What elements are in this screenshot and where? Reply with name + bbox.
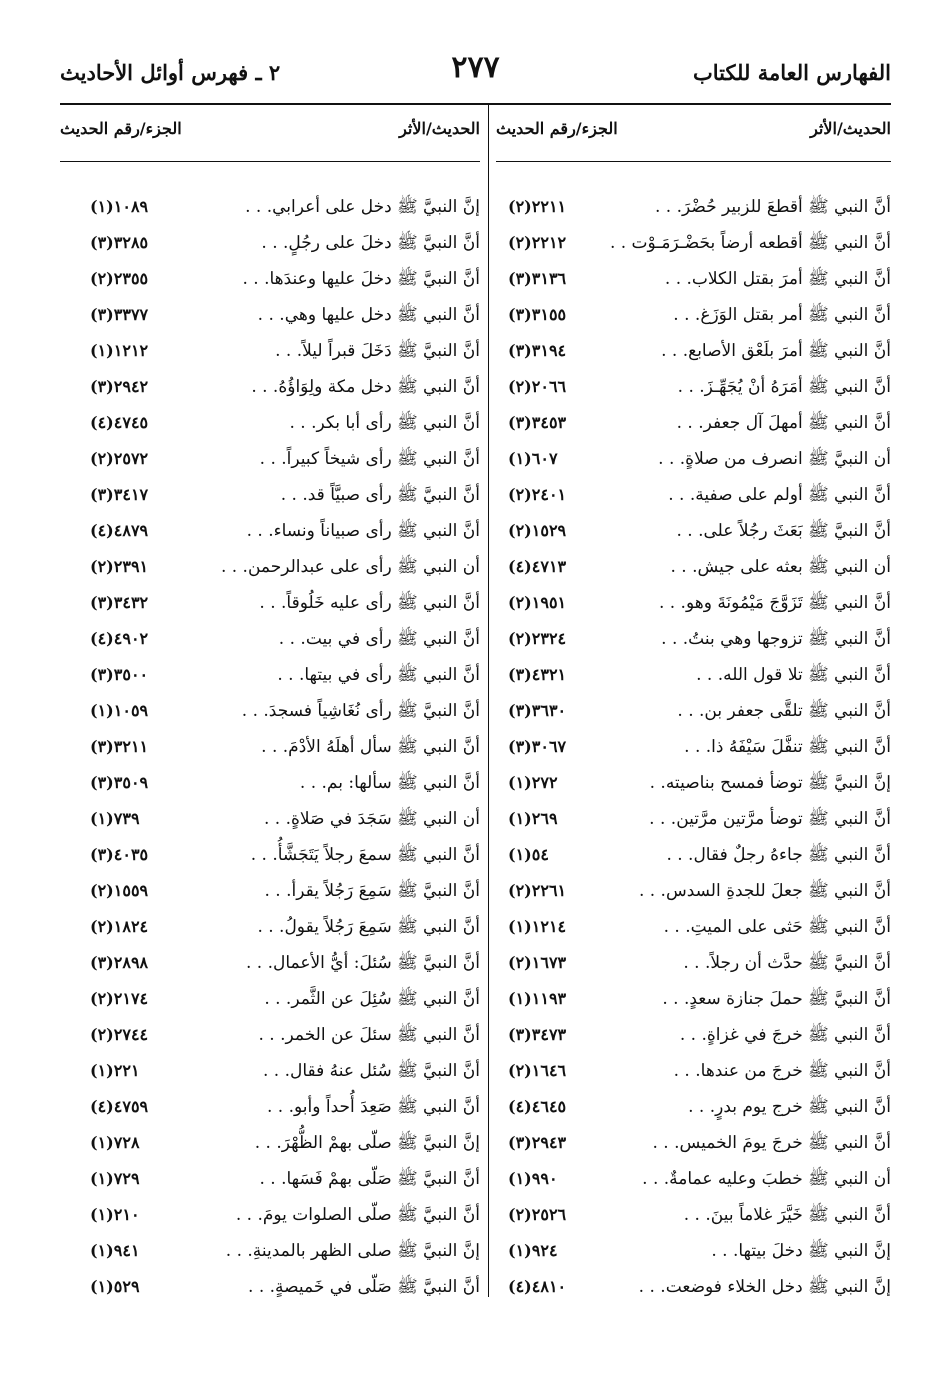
- hadith-text: أنَّ النبيَّ ﷺ سَمِعَ رَجُلاً يقرأ. . .: [264, 881, 480, 901]
- hadith-reference: (٣)٤٣٢١: [508, 665, 567, 684]
- hadith-text: أنَّ النبيَّ ﷺ دخلَ عليها وعندَها. . .: [242, 269, 480, 289]
- hadith-reference: (٣)٣٤٥٣: [508, 413, 567, 432]
- index-entry: [496, 333, 891, 369]
- index-entry: [60, 621, 480, 657]
- index-entry: [496, 441, 891, 477]
- hadith-reference: (٣)٢٩٤٣: [508, 1133, 567, 1152]
- hadith-text: إنَّ النبي ﷺ دخل الخلاء فوضعت. . .: [638, 1277, 891, 1297]
- hadith-reference: (١)٢٦٩: [508, 809, 558, 828]
- hadith-reference: (٣)٣٤٣٢: [90, 593, 149, 612]
- index-entry: [496, 297, 891, 333]
- hadith-text: أنَّ النبي ﷺ تزوجها وهي بنتُ. . .: [661, 629, 891, 649]
- hadith-text: أنَّ النبي ﷺ أولم على صفية. . .: [668, 485, 891, 505]
- index-entry: [496, 981, 891, 1017]
- hadith-reference: (٣)٣٠٦٧: [508, 737, 567, 756]
- hadith-text: أنَّ النبي ﷺ رأى في بيت. . .: [278, 629, 480, 649]
- hadith-reference: (١)١٠٨٩: [90, 197, 149, 216]
- hadith-reference: (١)١٠٥٩: [90, 701, 149, 720]
- index-entry: [496, 477, 891, 513]
- hadith-text: أنَّ النبي ﷺ خَيَّرَ غلاماً بينَ. . .: [683, 1205, 891, 1225]
- hadith-text: أنَّ النبي ﷺ سَمِعَ رَجُلاً يقولُ. . .: [257, 917, 480, 937]
- column-header: [60, 119, 480, 149]
- hadith-text: أنَّ النبي ﷺ سئلَ عن الخمر. . .: [258, 1025, 480, 1045]
- hadith-text: أنَّ النبي ﷺ رأى شيخاً كبيراً. . .: [259, 449, 480, 469]
- hadith-reference: (٢)١٥٢٩: [508, 521, 567, 540]
- hadith-text: أنَّ النبي ﷺ خرجَ من عندها. . .: [673, 1061, 891, 1081]
- index-entry: [496, 549, 891, 585]
- hadith-text: إنَّ النبي ﷺ دخلَ بيتها. . .: [711, 1241, 891, 1261]
- index-entry: [496, 585, 891, 621]
- index-entry: [60, 477, 480, 513]
- page-header: [60, 50, 891, 90]
- hadith-reference: (١)٢٢١: [90, 1061, 140, 1080]
- hadith-reference: (٤)٤٧٥٩: [90, 1097, 149, 1116]
- column-header: [496, 119, 891, 149]
- index-entry: [60, 765, 480, 801]
- index-entry: [60, 1161, 480, 1197]
- hadith-header: الحديث/الأثر: [399, 119, 480, 138]
- left-column: [60, 105, 480, 1305]
- index-entry: [60, 693, 480, 729]
- hadith-reference: (١)٢١٠: [90, 1205, 140, 1224]
- hadith-reference: (٢)٢٣٥٥: [90, 269, 149, 288]
- hadith-text: أنَّ النبي ﷺ جاءهُ رجلٌ فقال. . .: [666, 845, 891, 865]
- hadith-reference: (٣)٣٤١٧: [90, 485, 149, 504]
- hadith-reference: (٢)٢٤٠١: [508, 485, 567, 504]
- hadith-text: أنَّ النبي ﷺ سأل أهلَهُ الأدْمَ. . .: [261, 737, 480, 757]
- index-entry: [60, 297, 480, 333]
- index-entry: [496, 873, 891, 909]
- hadith-text: أنَّ النبيَّ ﷺ رأى صبيَّاً قد. . .: [280, 485, 480, 505]
- index-entry: [496, 693, 891, 729]
- hadith-reference: (١)٧٢٨: [90, 1133, 140, 1152]
- hadith-reference: (٢)١٦٤٦: [508, 1061, 567, 1080]
- hadith-reference: (٣)٣١٥٥: [508, 305, 567, 324]
- index-entry: [496, 189, 891, 225]
- column-header-rule: [60, 161, 480, 162]
- hadith-text: إنَّ النبيَّ ﷺ صلى الظهر بالمدينةِ. . .: [225, 1241, 480, 1261]
- hadith-text: أنَّ النبي ﷺ رأى صبياناً ونساء. . .: [246, 521, 480, 541]
- hadith-reference: (٢)٢٠٦٦: [508, 377, 567, 396]
- index-entry: [60, 369, 480, 405]
- hadith-text: أنَّ النبي ﷺ صَعِدَ أُحداً وأبو. . .: [267, 1097, 480, 1117]
- hadith-text: أنَّ النبي ﷺ حَثى على الميتِ. . .: [663, 917, 891, 937]
- hadith-text: أنَّ النبي ﷺ سألها: بم. . .: [299, 773, 480, 793]
- hadith-reference: (٣)٣٥٠٠: [90, 665, 149, 684]
- index-entry: [60, 261, 480, 297]
- index-entry: [60, 189, 480, 225]
- hadith-text: أنَّ النبيَّ ﷺ صَلّى في خَميصةٍ. . .: [248, 1277, 480, 1297]
- hadith-text: أن النبيَّ ﷺ انصرف من صلاةٍ. . .: [658, 449, 891, 469]
- index-entry: [60, 1089, 480, 1125]
- hadith-reference: (٤)٤٨١٠: [508, 1277, 567, 1296]
- hadith-reference: (١)٦٠٧: [508, 449, 558, 468]
- hadith-reference: (٢)٢٣٩١: [90, 557, 149, 576]
- hadith-text: أنَّ النبي ﷺ تلا قول الله. . .: [696, 665, 891, 685]
- index-entry: [496, 1197, 891, 1233]
- hadith-reference: (٣)٣١٣٦: [508, 269, 567, 288]
- hadith-reference: (٢)٢٥٧٢: [90, 449, 149, 468]
- reference-header: الجزء/رقم الحديث: [60, 119, 182, 138]
- index-entry: [60, 1017, 480, 1053]
- hadith-reference: (٣)٣٤٧٣: [508, 1025, 567, 1044]
- index-entry: [60, 1269, 480, 1305]
- hadith-reference: (١)٧٣٩: [90, 809, 140, 828]
- hadith-text: أنَّ النبيَّ ﷺ صَلّى بهمْ فَسَها. . .: [259, 1169, 480, 1189]
- index-entry: [496, 513, 891, 549]
- hadith-text: أنَّ النبي ﷺ سُئِلَ عن الثَّمر. . .: [264, 989, 480, 1009]
- index-entry: [496, 765, 891, 801]
- hadith-reference: (١)٢٧٢: [508, 773, 558, 792]
- hadith-reference: (١)٥٤: [508, 845, 549, 864]
- hadith-text: إنَّ النبيَّ ﷺ دخل على أعرابي. . .: [245, 197, 480, 217]
- hadith-reference: (٣)٣٥٠٩: [90, 773, 149, 792]
- hadith-reference: (١)٩٢٤: [508, 1241, 558, 1260]
- index-entry: [496, 945, 891, 981]
- hadith-reference: (٤)٤٦٤٥: [508, 1097, 567, 1116]
- hadith-text: أنَّ النبي ﷺ تلقَّى جعفر بن. . .: [677, 701, 891, 721]
- hadith-text: أنَّ النبي ﷺ دخل مكة ولِوَاؤُهُ. . .: [251, 377, 480, 397]
- index-entry: [496, 405, 891, 441]
- index-entry: [60, 729, 480, 765]
- hadith-reference: (٢)١٥٥٩: [90, 881, 149, 900]
- hadith-text: أنَّ النبيَّ ﷺ دَخَلَ قبراً ليلاً. . .: [275, 341, 480, 361]
- index-entry: [60, 873, 480, 909]
- hadith-reference: (٣)٢٨٩٨: [90, 953, 149, 972]
- hadith-text: أنَّ النبي ﷺ أمَرَهُ أنْ يُجَهِّـزَ. . .: [677, 377, 891, 397]
- hadith-reference: (٣)٣٦٣٠: [508, 701, 567, 720]
- hadith-text: أنَّ النبي ﷺ رأى في بيتها. . .: [277, 665, 480, 685]
- hadith-reference: (١)٥٢٩: [90, 1277, 140, 1296]
- hadith-reference: (٢)٢١٧٤: [90, 989, 149, 1008]
- hadith-text: أنَّ النبي ﷺ أمرَ بقتل الكلاب. . .: [664, 269, 891, 289]
- hadith-text: أنَّ النبي ﷺ توضأ مرَّتين مرَّتين. . .: [649, 809, 891, 829]
- hadith-text: أنَّ النبي ﷺ سمعَ رجلاً يَتَجَشَّأُ. . .: [250, 845, 480, 865]
- hadith-reference: (٢)٢٢١١: [508, 197, 567, 216]
- hadith-text: أنَّ النبي ﷺ تَزَوَّجَ مَيْمُونَةَ وهو. . .: [658, 593, 891, 613]
- index-entry: [496, 801, 891, 837]
- index-entry: [496, 729, 891, 765]
- index-entry: [496, 1125, 891, 1161]
- index-entry: [60, 945, 480, 981]
- hadith-text: إنَّ النبيَّ ﷺ توضأ فمسح بناصيته. .: [649, 773, 891, 793]
- hadith-reference: (٢)١٦٧٣: [508, 953, 567, 972]
- hadith-reference: (٣)٣٢١١: [90, 737, 149, 756]
- index-entry: [496, 225, 891, 261]
- hadith-reference: (٣)٢٩٤٢: [90, 377, 149, 396]
- hadith-reference: (٢)٢٣٢٤: [508, 629, 567, 648]
- hadith-text: أنَّ النبيَّ ﷺ دخلَ على رجُلٍ. . .: [261, 233, 480, 253]
- hadith-text: أنَّ النبيَّ ﷺ بَعَثَ رجُلاً على. . .: [676, 521, 891, 541]
- hadith-text: أنَّ النبي ﷺ خرجَ في غزاةٍ. . .: [679, 1025, 891, 1045]
- hadith-reference: (٢)٢٢١٢: [508, 233, 567, 252]
- hadith-text: أنَّ النبي ﷺ رأى عليه خَلُوقاً. . .: [259, 593, 480, 613]
- index-entry: [60, 225, 480, 261]
- hadith-text: أنَّ النبي ﷺ جعلَ للجدةِ السدس. . .: [638, 881, 891, 901]
- hadith-text: أنَّ النبي ﷺ رأى أبا بكر. . .: [289, 413, 480, 433]
- hadith-text: أنَّ النبي ﷺ دخل عليها وهي. . .: [257, 305, 480, 325]
- index-entry: [496, 261, 891, 297]
- hadith-text: أن النبي ﷺ سَجَدَ في صَلاةٍ. . .: [263, 809, 480, 829]
- right-column: [496, 105, 891, 1305]
- hadith-reference: (٣)٣١٩٤: [508, 341, 567, 360]
- index-entry: [60, 405, 480, 441]
- index-entry: [60, 1197, 480, 1233]
- hadith-text: أنَّ النبيَّ ﷺ سُئلَ: أيُّ الأعمال. . .: [245, 953, 480, 973]
- hadith-reference: (١)١٢١٢: [90, 341, 149, 360]
- hadith-reference: (١)١٢١٤: [508, 917, 567, 936]
- hadith-text: أنَّ النبي ﷺ تنفَّلَ سَيْفَهُ ذا. . .: [684, 737, 891, 757]
- hadith-reference: (٢)٢٢٦١: [508, 881, 567, 900]
- index-entry: [496, 1233, 891, 1269]
- hadith-reference: (٤)٤٨٧٩: [90, 521, 149, 540]
- book-index-title: الفهارس العامة للكتاب: [692, 60, 891, 85]
- hadith-header: الحديث/الأثر: [810, 119, 891, 138]
- page-number: ٢٧٧: [451, 50, 500, 85]
- hadith-reference: (٣)٣٣٧٧: [90, 305, 149, 324]
- hadith-text: أن النبي ﷺ رأى على عبدالرحمن. . .: [220, 557, 480, 577]
- index-entry: [60, 909, 480, 945]
- hadith-text: أنَّ النبي ﷺ خرج يوم بدرٍ. . .: [688, 1097, 891, 1117]
- hadith-text: أنَّ النبي ﷺ أمر بقتل الوَزَغ. . .: [673, 305, 891, 325]
- hadith-reference: (٤)٤٧٤٥: [90, 413, 149, 432]
- hadith-reference: (٢)١٨٢٤: [90, 917, 149, 936]
- hadith-reference: (٤)٤٧١٣: [508, 557, 567, 576]
- entry-list: [60, 189, 480, 1305]
- hadith-text: أن النبي ﷺ خطبَ وعليه عمامةٌ. . .: [642, 1169, 891, 1189]
- index-entry: [60, 801, 480, 837]
- hadith-text: أنَّ النبي ﷺ أقطعَ للزبير حُضْرَ. . .: [654, 197, 891, 217]
- index-entry: [496, 1053, 891, 1089]
- index-entry: [496, 621, 891, 657]
- hadith-text: أنَّ النبيَّ ﷺ حملَ جنازة سعدٍ. . .: [662, 989, 891, 1009]
- hadith-text: أن النبي ﷺ بعثه على جيش. . .: [670, 557, 891, 577]
- hadith-reference: (٣)٣٢٨٥: [90, 233, 149, 252]
- hadith-reference: (١)١١٩٣: [508, 989, 567, 1008]
- hadith-reference: (١)٩٩٠: [508, 1169, 558, 1188]
- reference-header: الجزء/رقم الحديث: [496, 119, 618, 138]
- hadith-text: أنَّ النبي ﷺ أمرَ بلَعْق الأصابع. . .: [661, 341, 891, 361]
- index-entry: [60, 1233, 480, 1269]
- index-entry: [60, 441, 480, 477]
- hadith-reference: (٢)١٩٥١: [508, 593, 567, 612]
- column-divider: [488, 105, 489, 1297]
- index-entry: [60, 585, 480, 621]
- index-entry: [60, 513, 480, 549]
- index-entry: [60, 1053, 480, 1089]
- index-entry: [60, 1125, 480, 1161]
- index-entry: [496, 657, 891, 693]
- hadith-text: إنَّ النبيَّ ﷺ صلّى بهمْ الظُّهْرَ. . .: [254, 1133, 480, 1153]
- index-entry: [496, 369, 891, 405]
- index-entry: [496, 837, 891, 873]
- hadith-reference: (٢)٢٥٢٦: [508, 1205, 567, 1224]
- hadith-reference: (٣)٤٠٣٥: [90, 845, 149, 864]
- index-entry: [496, 1161, 891, 1197]
- hadith-reference: (١)٩٤١: [90, 1241, 140, 1260]
- index-entry: [60, 981, 480, 1017]
- hadith-reference: (٤)٤٩٠٢: [90, 629, 149, 648]
- index-entry: [60, 657, 480, 693]
- index-entry: [496, 909, 891, 945]
- entry-list: [496, 189, 891, 1305]
- hadith-text: أنَّ النبي ﷺ خرجَ يومَ الخميس. . .: [652, 1133, 891, 1153]
- index-entry: [496, 1017, 891, 1053]
- section-title: ٢ ـ فهرس أوائل الأحاديث: [60, 60, 281, 85]
- column-header-rule: [496, 161, 891, 162]
- hadith-text: أنَّ النبي ﷺ أمهلَ آل جعفر. . .: [676, 413, 891, 433]
- hadith-reference: (٢)٢٧٤٤: [90, 1025, 149, 1044]
- index-entry: [60, 333, 480, 369]
- index-entry: [496, 1089, 891, 1125]
- hadith-text: أنَّ النبيَّ ﷺ سُئل عنهُ فقال. . .: [262, 1061, 480, 1081]
- index-entry: [496, 1269, 891, 1305]
- hadith-text: أنَّ النبيَّ ﷺ رأى نُغَاشِياً فسجدَ. . .: [241, 701, 480, 721]
- hadith-text: أنَّ النبي ﷺ أقطعه أرضاً بحَضْـرَمَـوْت . .: [609, 233, 891, 253]
- hadith-reference: (١)٧٢٩: [90, 1169, 140, 1188]
- index-entry: [60, 549, 480, 585]
- hadith-text: أنَّ النبيَّ ﷺ حدَّث أن رجلاً. . .: [683, 953, 891, 973]
- hadith-text: أنَّ النبيَّ ﷺ صلّى الصلوات يومَ. . .: [235, 1205, 480, 1225]
- index-entry: [60, 837, 480, 873]
